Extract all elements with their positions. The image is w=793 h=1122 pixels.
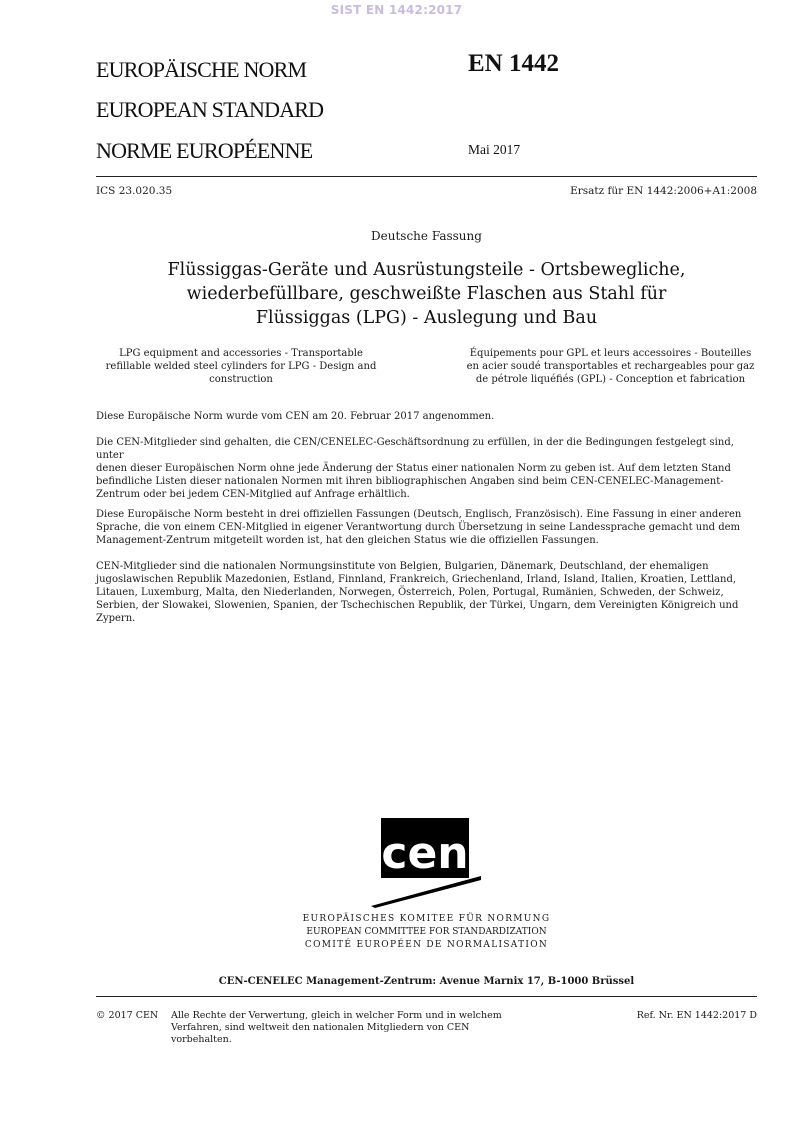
english-title-line: refillable welded steel cylinders for LPG - Design and bbox=[105, 361, 377, 372]
paragraph-line: Die CEN-Mitglieder sind gehalten, die CEN/CENELEC-Geschäftsordnung zu erfüllen, in der die Bedingungen festgelegt sind, unter bbox=[96, 437, 734, 461]
german-title-line: Flüssiggas (LPG) - Auslegung und Bau bbox=[255, 308, 598, 328]
english-title-line: construction bbox=[209, 374, 273, 385]
german-title-line: wiederbefüllbare, geschweißte Flaschen aus Stahl für bbox=[186, 284, 667, 304]
paragraph-line: Zentrum oder bei jedem CEN-Mitglied auf Anfrage erhältlich. bbox=[96, 489, 410, 500]
committee-name-english: EUROPEAN COMMITTEE FOR STANDARDIZATION bbox=[306, 927, 547, 937]
cen-logo bbox=[371, 818, 481, 908]
official-versions-paragraph bbox=[96, 508, 757, 547]
ics-code: ICS 23.020.35 bbox=[96, 185, 173, 197]
german-title-line: Flüssiggas-Geräte und Ausrüstungsteile - Ortsbewegliche, bbox=[167, 260, 686, 280]
paragraph-line: Zypern. bbox=[96, 613, 136, 624]
committee-name-french: COMITÉ EUROPÉEN DE NORMALISATION bbox=[304, 940, 549, 950]
english-title bbox=[96, 347, 386, 386]
french-title-line: de pétrole liquéfiés (GPL) - Conception et fabrication bbox=[475, 374, 746, 385]
paragraph-line: denen dieser Europäischen Norm ohne jede Änderung der Status einer nationalen Norm zu geben ist. Auf dem letzten Stand bbox=[96, 463, 731, 474]
reference-number: Ref. Nr. EN 1442:2017 D bbox=[636, 1010, 757, 1021]
standard-number: EN 1442 bbox=[468, 50, 559, 77]
norm-title-french: NORME EUROPÉENNE bbox=[96, 138, 313, 163]
german-title bbox=[96, 258, 757, 330]
rights-line: Verfahren, sind weltweit den nationalen Mitgliedern von CEN bbox=[171, 1022, 470, 1033]
management-centre-address: CEN-CENELEC Management-Zentrum: Avenue Marnix 17, B-1000 Brüssel bbox=[218, 976, 635, 987]
paragraph-line: CEN-Mitglieder sind die nationalen Normungsinstitute von Belgien, Bulgarien, Dänemark, Deutschland, der ehemaligen bbox=[96, 561, 709, 572]
rights-notice bbox=[171, 1010, 521, 1046]
copyright-notice: © 2017 CEN bbox=[96, 1010, 159, 1021]
paragraph-line: Serbien, der Slowakei, Slowenien, Spanien, der Tschechischen Republik, der Türkei, Ungarn, dem Vereinigten Königreich und bbox=[96, 600, 739, 611]
english-title-line: LPG equipment and accessories - Transportable bbox=[119, 348, 363, 359]
paragraph-line: Diese Europäische Norm besteht in drei offiziellen Fassungen (Deutsch, Englisch, Französisch). Eine Fassung in einer anderen bbox=[96, 509, 742, 520]
committee-name-german: EUROPÄISCHES KOMITEE FÜR NORMUNG bbox=[302, 914, 551, 924]
members-obligation-paragraph bbox=[96, 436, 757, 501]
paragraph-line: jugoslawischen Republik Mazedonien, Estland, Finnland, Frankreich, Griechenland, Irland, Island, Italien, Kroatien, Lettland, bbox=[96, 574, 737, 585]
footer-rule bbox=[96, 996, 757, 997]
french-title bbox=[462, 347, 759, 386]
norm-title-english: EUROPEAN STANDARD bbox=[96, 97, 324, 122]
header-rule bbox=[96, 176, 757, 177]
paragraph-line: Diese Europäische Norm wurde vom CEN am 20. Februar 2017 angenommen. bbox=[96, 411, 495, 422]
watermark: SIST EN 1442:2017 bbox=[330, 3, 463, 17]
supersedes-note: Ersatz für EN 1442:2006+A1:2008 bbox=[570, 185, 757, 197]
adoption-paragraph bbox=[96, 410, 757, 423]
rights-line: Alle Rechte der Verwertung, gleich in welcher Form und in welchem bbox=[171, 1010, 502, 1021]
paragraph-line: Litauen, Luxemburg, Malta, den Niederlanden, Norwegen, Österreich, Polen, Portugal, Rumänien, Schweden, der Schweiz, bbox=[96, 587, 724, 598]
version-label: Deutsche Fassung bbox=[371, 229, 482, 243]
cen-logo-swoosh bbox=[371, 876, 481, 908]
paragraph-line: Sprache, die von einem CEN-Mitglied in eigener Verantwortung durch Übersetzung in seine Landessprache gemacht und dem bbox=[96, 522, 741, 533]
norm-title-german: EUROPÄISCHE NORM bbox=[96, 57, 307, 82]
paragraph-line: Management-Zentrum mitgeteilt worden ist, hat den gleichen Status wie die offiziellen Fassungen. bbox=[96, 535, 599, 546]
cen-members-paragraph bbox=[96, 560, 757, 625]
paragraph-line: befindliche Listen dieser nationalen Normen mit ihren bibliographischen Angaben sind beim CEN-CENELEC-Management- bbox=[96, 476, 724, 487]
french-title-line: en acier soudé transportables et rechargeables pour gaz bbox=[466, 361, 755, 372]
rights-line: vorbehalten. bbox=[171, 1034, 232, 1045]
french-title-line: Équipements pour GPL et leurs accessoires - Bouteilles bbox=[469, 348, 752, 359]
cen-logo-text: cen bbox=[381, 828, 469, 879]
publication-date: Mai 2017 bbox=[468, 142, 521, 157]
